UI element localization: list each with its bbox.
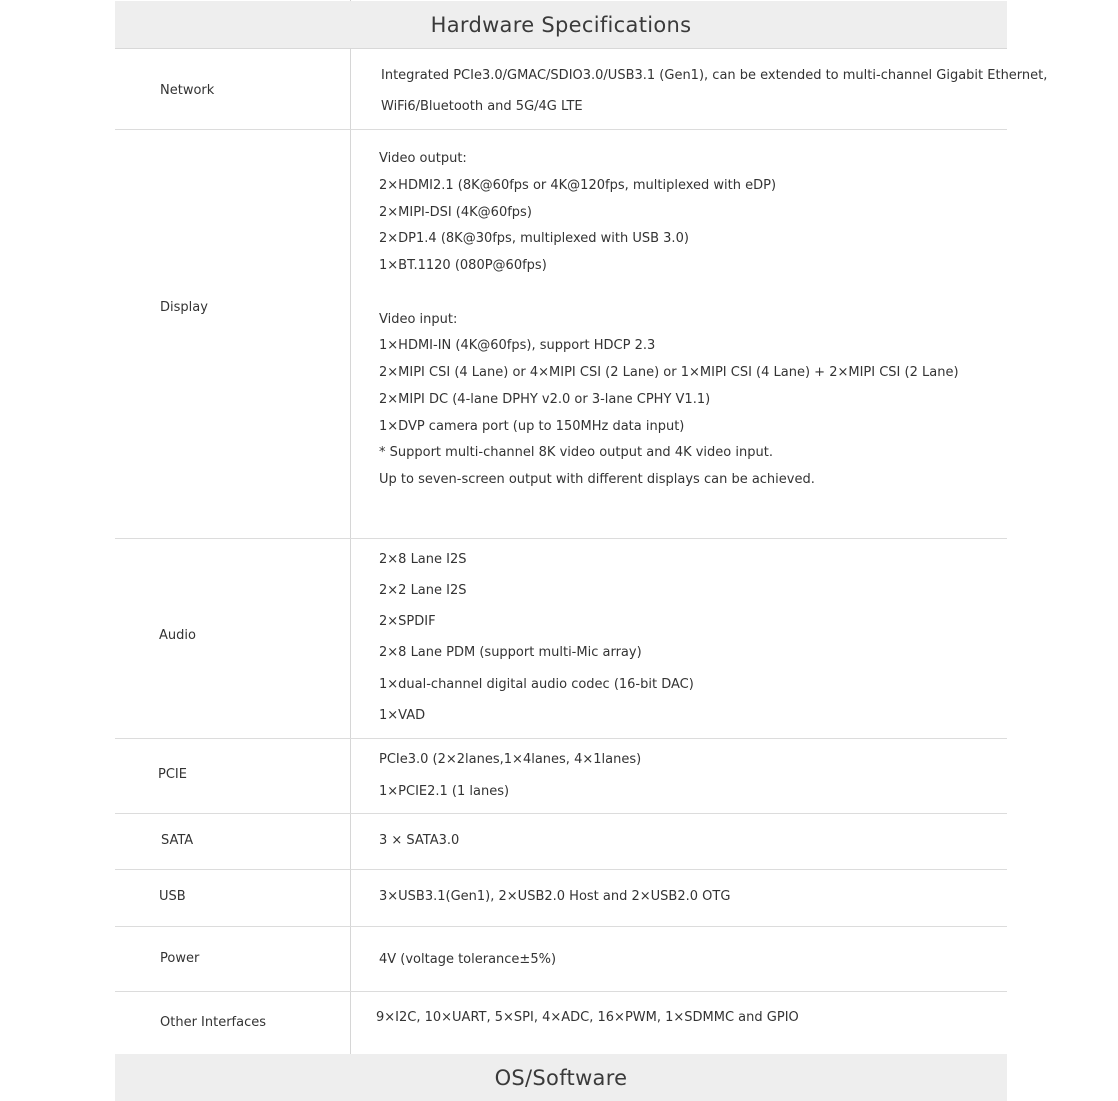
row-divider: [115, 991, 1007, 992]
row-label-usb: USB: [159, 889, 186, 904]
hardware-specs-heading: Hardware Specifications: [115, 1, 1007, 49]
spec-line: 1×dual-channel digital audio codec (16-bit DAC): [379, 677, 694, 692]
spec-line: 2×8 Lane I2S: [379, 552, 467, 567]
spec-line: Video output:: [379, 151, 467, 166]
spec-line: * Support multi-channel 8K video output and 4K video input.: [379, 445, 773, 460]
row-label-sata: SATA: [161, 833, 194, 848]
spec-line: 2×8 Lane PDM (support multi-Mic array): [379, 645, 642, 660]
spec-line: 3 × SATA3.0: [379, 833, 460, 848]
spec-line: Video input:: [379, 312, 458, 327]
spec-line: 1×VAD: [379, 708, 426, 723]
row-label-network: Network: [160, 83, 215, 98]
spec-line: 2×2 Lane I2S: [379, 583, 467, 598]
spec-line: 3×USB3.1(Gen1), 2×USB2.0 Host and 2×USB2.0 OTG: [379, 889, 731, 904]
spec-line: 9×I2C, 10×UART, 5×SPI, 4×ADC, 16×PWM, 1×SDMMC and GPIO: [376, 1010, 799, 1025]
row-divider: [115, 926, 1007, 927]
spec-line: 2×MIPI-DSI (4K@60fps): [379, 205, 532, 220]
spec-line: PCIe3.0 (2×2lanes,1×4lanes, 4×1lanes): [379, 752, 642, 767]
spec-line: 2×HDMI2.1 (8K@60fps or 4K@120fps, multiplexed with eDP): [379, 178, 777, 193]
row-divider: [115, 538, 1007, 539]
spec-line: 2×MIPI CSI (4 Lane) or 4×MIPI CSI (2 Lane) or 1×MIPI CSI (4 Lane) + 2×MIPI CSI (2 Lane): [379, 365, 959, 380]
spec-line: WiFi6/Bluetooth and 5G/4G LTE: [381, 99, 583, 114]
row-label-display: Display: [160, 300, 208, 315]
row-divider: [115, 129, 1007, 130]
row-label-pcie: PCIE: [158, 767, 187, 782]
spec-line: 1×DVP camera port (up to 150MHz data input): [379, 419, 685, 434]
row-label-other-interfaces: Other Interfaces: [160, 1015, 267, 1030]
spec-line: 4V (voltage tolerance±5%): [379, 952, 557, 967]
row-divider: [115, 813, 1007, 814]
spec-line: Integrated PCIe3.0/GMAC/SDIO3.0/USB3.1 (Gen1), can be extended to multi-channel Gigabit Ethernet,: [381, 68, 1048, 83]
row-label-power: Power: [160, 951, 200, 966]
row-label-audio: Audio: [159, 628, 196, 643]
spec-line: 1×BT.1120 (080P@60fps): [379, 258, 547, 273]
os-software-heading: OS/Software: [115, 1054, 1007, 1101]
spec-line: 1×PCIE2.1 (1 lanes): [379, 784, 510, 799]
spec-line: Up to seven-screen output with different displays can be achieved.: [379, 472, 815, 487]
row-divider: [115, 869, 1007, 870]
spec-line: 2×SPDIF: [379, 614, 436, 629]
spec-line: 2×DP1.4 (8K@30fps, multiplexed with USB 3.0): [379, 231, 689, 246]
row-divider: [115, 738, 1007, 739]
spec-line: 2×MIPI DC (4-lane DPHY v2.0 or 3-lane CPHY V1.1): [379, 392, 711, 407]
column-divider: [350, 48, 351, 1054]
spec-line: 1×HDMI-IN (4K@60fps), support HDCP 2.3: [379, 338, 656, 353]
